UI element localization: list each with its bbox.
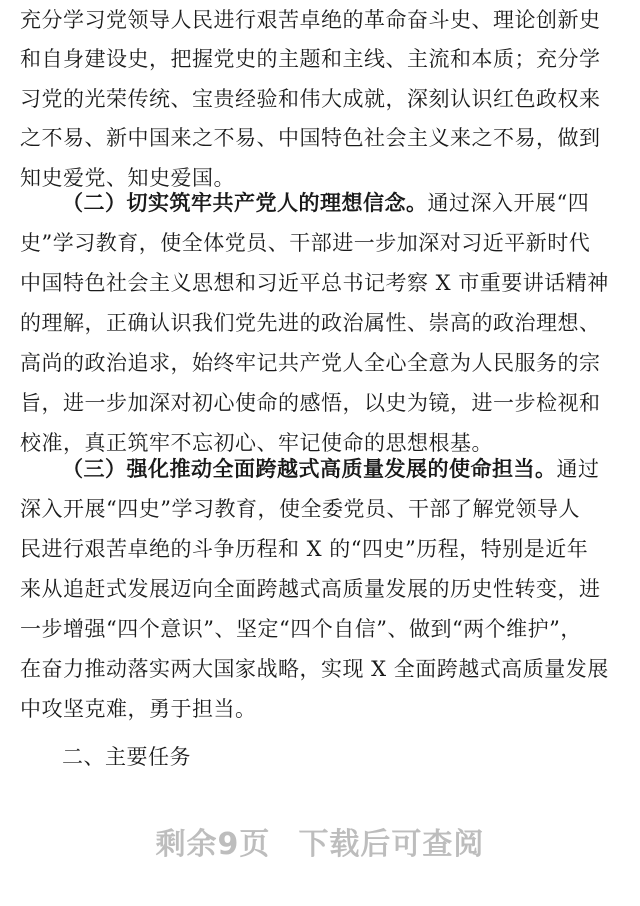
text-line: 校准，真正筑牢不忘初心、牢记使命的思想根基。	[20, 431, 493, 455]
text-line: 史”学习教育，使全体党员、干部进一步加深对习近平新时代	[20, 231, 591, 255]
text-line: 习党的光荣传统、宝贵经验和伟大成就，深刻认识红色政权来	[20, 87, 601, 111]
text-line: 一步增强“四个意识”、坚定“四个自信”、做到“两个维护”，	[20, 617, 582, 641]
text-span: 通过深入开展“四	[427, 191, 590, 215]
text-line: 的理解，正确认识我们党先进的政治属性、崇高的政治理想、	[20, 311, 601, 335]
text-line: 在奋力推动落实两大国家战略，实现 X 全面跨越式高质量发展	[20, 657, 609, 681]
paragraph-first-line	[62, 449, 620, 489]
text-span: 通过	[556, 457, 600, 481]
text-line: 高尚的政治追求，始终牢记共产党人全心全意为人民服务的宗	[20, 351, 601, 375]
text-line: 旨，进一步加深对初心使命的感悟，以史为镜，进一步检视和	[20, 391, 601, 415]
text-line: 中攻坚克难，勇于担当。	[20, 697, 257, 721]
paragraph-heading: （三）强化推动全面跨越式高质量发展的使命担当。	[62, 456, 557, 481]
paragraph-heading: （二）切实筑牢共产党人的理想信念。	[62, 190, 428, 215]
text-line: 之不易、新中国来之不易、中国特色社会主义来之不易，做到	[20, 126, 601, 150]
paragraph-first-line	[62, 183, 620, 223]
download-to-view-label[interactable]: 下载后可查阅	[298, 827, 485, 862]
text-line: 深入开展“四史”学习教育，使全委党员、干部了解党领导人	[20, 497, 580, 521]
text-line: 民进行艰苦卓绝的斗争历程和 X 的“四史”历程，特别是近年	[20, 537, 589, 561]
text-line: 知史爱党、知史爱国。	[20, 166, 235, 190]
text-line: 和自身建设史，把握党史的主题和主线、主流和本质；充分学	[20, 47, 601, 71]
remaining-pages-label[interactable]: 剩余9页	[155, 827, 271, 862]
text-line: 充分学习党领导人民进行艰苦卓绝的革命奋斗史、理论创新史	[20, 8, 601, 32]
text-line: 来从追赶式发展迈向全面跨越式高质量发展的历史性转变，进	[20, 577, 601, 601]
section-heading: 二、主要任务	[62, 745, 191, 769]
download-prompt[interactable]	[0, 820, 640, 870]
text-line: 中国特色社会主义思想和习近平总书记考察 X 市重要讲话精神	[20, 271, 609, 295]
